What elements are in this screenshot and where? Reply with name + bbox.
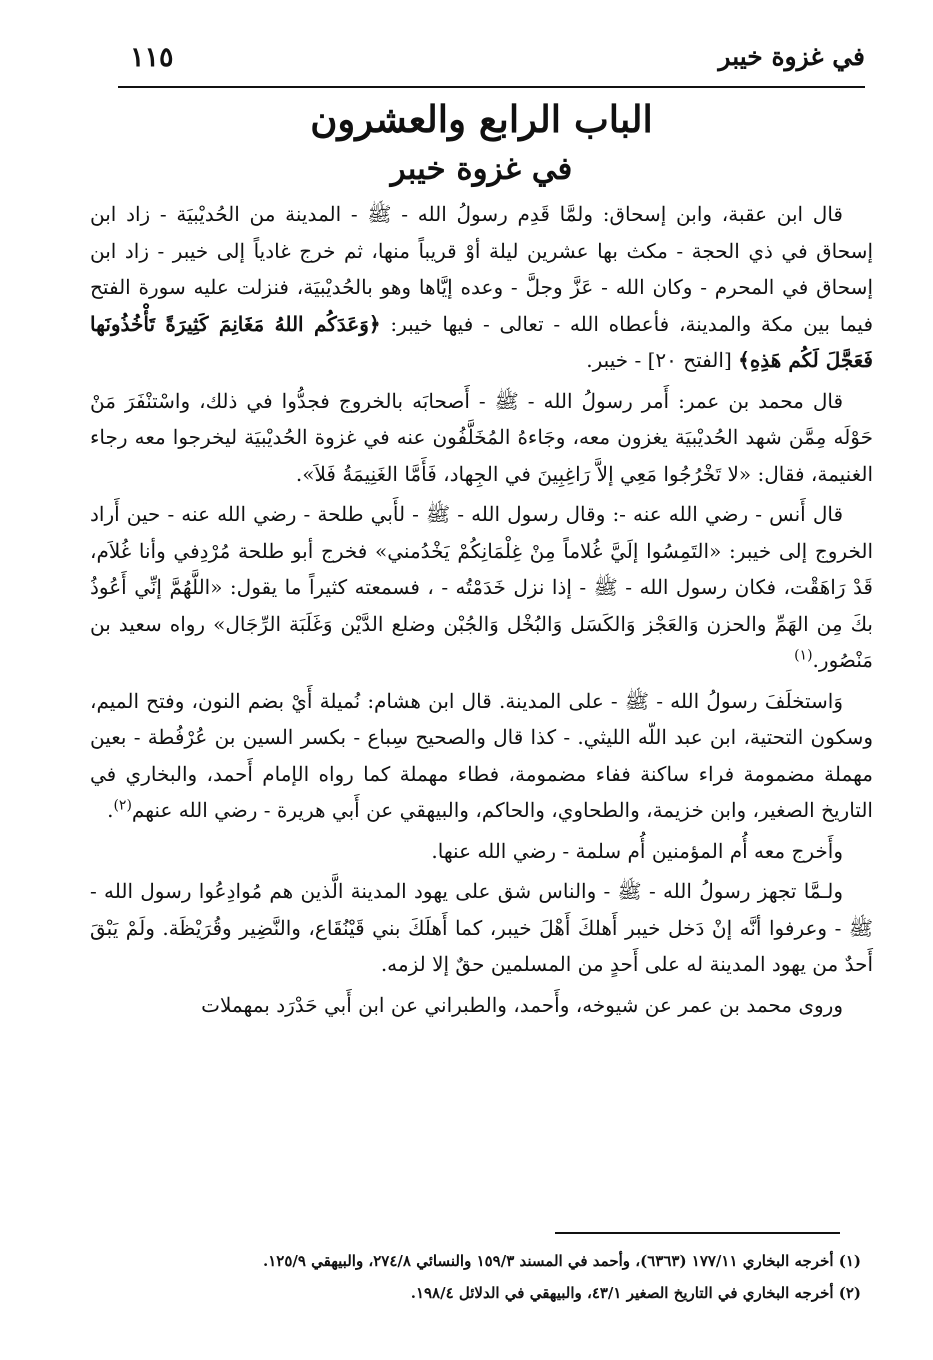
- verse-reference: [الفتح ٢٠] - خيبر.: [586, 348, 739, 372]
- paragraph-6: ولـمَّا تجهز رسولُ الله - ﷺ - والناس شق على يهود المدينة الَّذين هم مُوادِعُوا رسول الله - ﷺ - وعرفوا أنَّه إنْ دَخل خيبر أَهلكَ أَهْلَ خيبر، كما أَهلَكَ بني قَيْنُقَاع، والنَّضِير وقُرَيْظَة. ولَمْ يَبْقَ أَحدٌ من يهود المدينة له على أَحدٍ من المسلمين حقٌ إلا لزمه.: [90, 879, 873, 976]
- chapter-subtitle: في غزوة خيبر: [390, 151, 573, 187]
- paragraph-4-end: .: [107, 798, 114, 822]
- paragraph-3: [90, 496, 873, 679]
- footnote-separator: [555, 1232, 840, 1234]
- paragraph-1-text: قال ابن عقبة، وابن إسحاق: ولمَّا قَدِم رسولُ الله - ﷺ - المدينة من الحُديْبيَة - زاد ابن إسحاق في ذي الحجة - مكث بها عشرين ليلة أوْ قريباً منها، ثم خرج غادياً إلى خيبر - زاد ابن إسحاق في المحرم - وكان الله - عَزَّ وجلَّ - وعده إيَّاها وهو بالحُديْبيَة، فنزلت عليه سورة الفتح فيما بين مكة والمدينة، فأعطاه الله - تعالى - فيها خيبر:: [90, 202, 874, 336]
- quran-verse: ﴿وَعَدَكُم اللهُ مَغَانِمَ كَثِيرَةً تَأْخُذُونَها فَعَجَّلَ لَكُم هَذِهِ﴾: [90, 311, 873, 372]
- paragraph-4: [90, 683, 873, 829]
- footnotes: [140, 1245, 861, 1309]
- footnote-1: (١) أخرجه البخاري ١٧٧/١١ (٦٣٦٣)، وأحمد في المسند ١٥٩/٣ والنسائي ٢٧٤/٨، والبيهقي ١٢٥/٩.: [262, 1252, 861, 1270]
- running-title: في غزوة خيبر: [718, 42, 865, 71]
- paragraph-1: [90, 196, 873, 379]
- paragraph-7: وروى محمد بن عمر عن شيوخه، وأَحمد، والطبراني عن ابن أَبي حَدْرَد بمهملات: [201, 992, 843, 1017]
- paragraph-4-text: وَاستخلَفَ رسولُ الله - ﷺ - على المدينة. قال ابن هشام: نُميلة أَيْ بضم النون، وفتح الميم، وسكون التحتية، ابن عبد اللّه الليثي. - كذا قال والصحيح سِباع - بكسر السين بن عُرْفُطة - بعين مهملة مضمومة فراء ساكنة ففاء مضمومة، فطاء مهملة كما رواه الإمام أَحمد، والبخاري في التاريخ الصغير، وابن خزيمة، والطحاوي، والحاكم، والبيهقي عن أَبي هريرة - رضي الله عنهم: [90, 688, 873, 822]
- running-header: [118, 30, 865, 88]
- footnote-2: (٢) أخرجه البخاري في التاريخ الصغير ٤٣/١، والبيهقي في الدلائل ١٩٨/٤.: [410, 1284, 861, 1302]
- paragraph-2: قال محمد بن عمر: أَمر رسولُ الله - ﷺ - أَصحابَه بالخروج فجدُّوا في ذلك، واسْتنْفَرَ مَنْ حَوْلَه مِمَّن شهد الحُديْبيَة يغزون معه، وجَاءهُ المُخَلَّفُون عنه في غزوة الحُديْبيَة ليخرجوا معه رجاء الغنيمة، فقال: «لا تَخْرُجُوا مَعِي إلاَّ رَاغِبِينَ في الجِهاد، فَأَمَّا الغَنِيمَةُ فَلاَ».: [90, 388, 873, 486]
- footnote-marker-2: (٢): [113, 797, 132, 814]
- footnote-marker-1: (١): [794, 647, 813, 664]
- page-number: ١١٥: [130, 42, 174, 73]
- paragraph-3-text: قال أَنس - رضي الله عنه -: وقال رسول الله - ﷺ - لأَبي طلحة - رضي الله عنه - حين أَراد الخروج إلى خيبر: «التَمِسُوا إلَيَّ غُلاماً مِنْ غِلْمَانِكُمْ يَخْدُمني» فخرج أبو طلحة مُرْدِفي وأنا غُلاَم، قَدْ رَاهَقْت، فكان رسول الله - ﷺ - إذا نزل خَدَمْتُه - ، فسمعته كثيراً ما يقول: «اللَّهُمَّ إنِّي أَعُوذُ بكَ مِن الهَمِّ والحزن وَالعَجْز وَالكَسَل وَالبُخْل وَالجُبْن وضلع الدَّيْن وَغَلَبَة الرِّجَال» رواه سعيد بن مَنْصُور.: [90, 502, 874, 672]
- paragraph-5: وأَخرج معه أُم المؤمنين أُم سلمة - رضي الله عنها.: [431, 838, 843, 863]
- chapter-title: الباب الرابع والعشرون: [310, 97, 653, 141]
- main-text: [90, 92, 873, 1027]
